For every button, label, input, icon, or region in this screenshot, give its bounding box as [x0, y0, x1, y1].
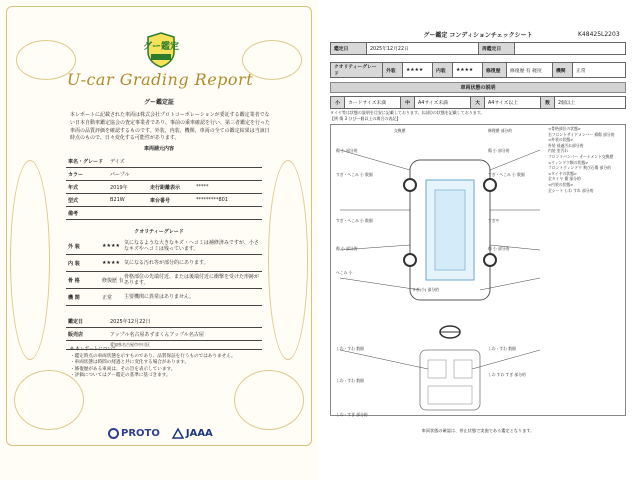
sheet-repair-label: 修復歴	[483, 63, 507, 78]
vehicle-section-title: 車両請元内容	[143, 146, 174, 152]
quality-table	[66, 238, 262, 306]
side-note: 内装 室汚れ	[548, 148, 569, 154]
report-intro: 本レポートに記載された車両は株式会社プロトコーポレーションが委託する鑑定業者でない日本自動車鑑定協会の査定事業者であり、事前の乗車確認を行い、第三者鑑定を行った車両の品質評価を確認するものです。外装、内装、機関、車両の全ての鑑定結果は当該日時点のもので、日々変化する可能性があります。	[70, 112, 271, 142]
sheet-date-table	[330, 42, 626, 55]
row-color	[66, 168, 262, 181]
side-notes	[548, 126, 624, 193]
sheet-repair-value: 修復歴 有 軽度	[507, 63, 553, 78]
side-note: <内装の状態>	[548, 181, 574, 187]
side-note: <タイヤの状態>	[548, 170, 578, 176]
ornament-left	[10, 160, 50, 360]
date-label: 鑑定日	[68, 318, 84, 325]
badge-mark: グー鑑定	[142, 42, 180, 52]
date-value: 2025年12月22日	[110, 318, 151, 325]
quality-row	[66, 255, 262, 272]
note-line: ・鑑定時点の車両状態を示すものであり、品質保証を行うものではありません。	[70, 353, 236, 359]
vehicle-info-table	[66, 155, 262, 220]
quality-label: 骨 格	[68, 277, 80, 284]
sheet-id: K48425L2203	[578, 31, 620, 38]
shop-label: 販売店	[68, 331, 84, 338]
note-line: ・修復歴がある車両は、その旨を表示しています。	[70, 366, 176, 372]
scale-value: A4サイズ未満	[415, 97, 471, 109]
diagram-label: 傷 小 部分的	[488, 148, 510, 153]
scale-note-2: 【例 傷 3 ひび―個以上の場合の表記】	[330, 116, 401, 121]
color-label: カラー	[68, 171, 84, 178]
side-note: 全シート しわ すれ 部分的	[548, 187, 594, 193]
diagram-label: 交換歴	[394, 128, 406, 133]
diagram-label: しわ・すぎ 部分的	[336, 412, 368, 417]
diagram-label: すぎ・へこみ 小 数個	[488, 172, 525, 177]
sheet-date-label: 鑑定日	[331, 43, 367, 55]
quality-label: 機 関	[68, 294, 80, 301]
row-year	[66, 181, 262, 194]
sheet-header: グー鑑定 コンディションチェックシート	[423, 32, 533, 39]
jaaa-logo	[172, 428, 213, 439]
diagram-label: しわ・すわ 数個	[488, 346, 516, 351]
quality-score: ★★★★	[102, 243, 120, 249]
quality-row	[66, 272, 262, 289]
ornament-right	[268, 160, 308, 360]
mileage-value: *****	[196, 184, 209, 190]
sheet-reinspect-label: 再鑑定日	[479, 43, 515, 55]
scale-key: 大	[471, 97, 485, 109]
side-note: 外装 経過汚れ部分的	[548, 142, 584, 148]
sheet-interior-stars: ★★★★	[453, 63, 483, 78]
quality-label: 内 装	[68, 260, 80, 267]
name-label: 車名・グレード	[68, 158, 104, 165]
side-note: フロントバンパー オーナメント交換歴	[548, 153, 614, 159]
quality-score: 修復歴 有	[102, 277, 124, 284]
model-value: B21W	[110, 197, 125, 203]
diagram-label: 修理歴 部分的	[488, 128, 512, 133]
address-value: 愛知県名古屋市中川区	[110, 342, 150, 347]
quality-desc: 骨格部位の先端付近、または後端付近に衝撃を受けた形跡があります。	[124, 273, 260, 286]
side-note: <ウィンドウ類の状態>	[548, 159, 589, 165]
logos	[108, 426, 218, 440]
proto-logo	[108, 428, 160, 439]
sheet-grade-label: クオリティーグレード	[331, 63, 383, 78]
sheet-footer: 車両状態の確認は、停止状態で実施である鑑定となります。	[421, 428, 535, 433]
report-notes	[70, 347, 270, 380]
mileage-label: 走行距離表示	[150, 184, 181, 191]
scale-value: 2個以上	[555, 97, 626, 109]
jaaa-text: JAAA	[185, 427, 213, 439]
quality-label: 外 装	[68, 243, 80, 250]
goo-badge-icon	[142, 32, 180, 68]
remarks-label: 備考	[68, 210, 79, 217]
quality-row	[66, 289, 262, 306]
diagram-label: しわ・すわ 数個	[336, 378, 364, 383]
proto-mark-icon	[108, 428, 119, 439]
quality-score: 正常	[102, 294, 113, 301]
side-note: 全タイヤ 傷 部分的	[548, 176, 581, 182]
sheet-exterior-stars: ★★★★	[403, 63, 433, 78]
proto-text: PROTO	[121, 427, 160, 439]
side-note: 右フロントサイドメンバー 損傷 部分的	[548, 131, 615, 137]
jaaa-mark-icon	[172, 428, 184, 439]
diagram-label: すぎ・へこみ 小 数個	[336, 218, 373, 223]
scale-note: タイヤ等は状態の説明を目安に記載しております。(以前)の状態を記載しております。	[330, 110, 485, 115]
diagram-label: すぎ(小) 部分的	[412, 287, 439, 292]
row-date	[66, 315, 262, 328]
scale-value: カードサイズ未満	[345, 97, 401, 109]
row-model	[66, 194, 262, 207]
scale-table	[330, 96, 626, 109]
quality-desc: 気になる汚れ等が部分的にあります。	[124, 259, 209, 266]
sheet-exterior-label: 外装	[383, 63, 403, 78]
sheet-engine-label: 機関	[553, 63, 573, 78]
year-value: 2019年	[110, 184, 128, 191]
row-name	[66, 155, 262, 168]
chassis-value: *********801	[196, 197, 229, 203]
diagram-label: すぎや	[488, 218, 500, 223]
sheet-interior-label: 内装	[433, 63, 453, 78]
sheet-grade-table	[330, 62, 626, 78]
chassis-label: 車台番号	[150, 197, 171, 204]
model-label: 型式	[68, 197, 79, 204]
report-subtitle: グー鑑定証	[143, 99, 174, 106]
diagram-label: しわ・すわ 数個	[336, 346, 364, 351]
grading-report-panel	[0, 0, 318, 480]
status-bar: 車両状態の説明	[330, 82, 626, 93]
quality-score: ★★★★	[102, 260, 120, 266]
report-title: U-car Grading Report	[66, 70, 254, 89]
note-line: ・評価についてはグー鑑定の基準に基づきます。	[70, 373, 171, 379]
diagram-label: すぎ・へこみ 小 数個	[336, 172, 373, 177]
shop-value: アップル名古屋あずまくんアップル名古屋	[110, 331, 204, 338]
quality-desc: 主要機関に異常はありません。	[124, 293, 195, 300]
car-diagram-icon	[380, 150, 520, 420]
notes-title: ※ 本レポートについて	[70, 347, 117, 352]
sheet-date-value: 2025年12月22日	[367, 43, 479, 55]
quality-row	[66, 238, 262, 255]
diagram-label: 傷 小 部分的	[488, 246, 510, 251]
side-note: <骨格部位の状態>	[548, 126, 581, 131]
quality-section-title: クオリティーグレード	[134, 229, 184, 235]
scale-key: 小	[331, 97, 345, 109]
row-remarks	[66, 207, 262, 220]
sheet-reinspect-value	[515, 43, 626, 55]
side-note: <外装の状態>	[548, 137, 574, 143]
color-value: パープル	[110, 171, 130, 178]
note-line: ・車両状態は時間の経過と共に変化する場合があります。	[70, 360, 190, 366]
diagram-label: へこみ 小	[336, 270, 353, 275]
row-shop	[66, 328, 262, 341]
year-label: 年式	[68, 184, 79, 191]
scale-key: 中	[401, 97, 415, 109]
diagram-label: しわ すわ すぎ 部分的	[488, 372, 526, 377]
diagram-label: 傷 小 部分的	[336, 246, 358, 251]
scale-value: A4サイズ以上	[485, 97, 541, 109]
sheet-engine-value: 正常	[573, 63, 626, 78]
scale-key: 数	[541, 97, 555, 109]
name-value: デイズ	[110, 158, 125, 165]
quality-desc: 気になるような大きなキズ・ヘコミは補修済みですが、小さなキズやヘコミは残っています。	[124, 239, 259, 252]
side-note: フロントウィンドウ 飛び石傷 部分的	[548, 165, 611, 171]
diagram-label: 傷 小 部分的	[336, 148, 358, 153]
shop-info-table	[66, 315, 262, 350]
